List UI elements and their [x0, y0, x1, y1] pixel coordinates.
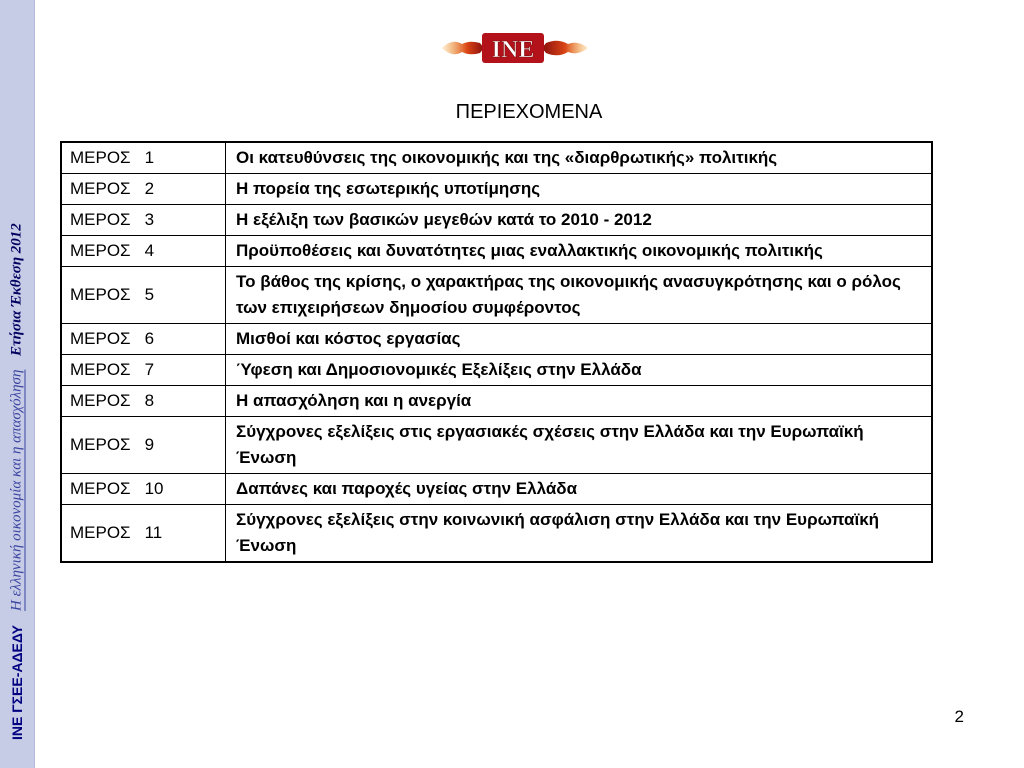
- logo-text: INE: [491, 37, 535, 63]
- part-title: Η πορεία της εσωτερικής υποτίμησης: [226, 174, 933, 205]
- part-number: 3: [144, 210, 155, 229]
- part-label: [61, 324, 226, 355]
- part-label: [61, 417, 226, 474]
- toc-row: [61, 324, 932, 355]
- part-word: ΜΕΡΟΣ: [70, 210, 131, 229]
- part-label: [61, 174, 226, 205]
- part-title: Σύγχρονες εξελίξεις στην κοινωνική ασφάλιση στην Ελλάδα και την Ευρωπαϊκή Ένωση: [226, 505, 933, 563]
- part-number: 10: [144, 479, 164, 498]
- part-word: ΜΕΡΟΣ: [70, 285, 131, 304]
- part-label: [61, 142, 226, 174]
- toc-row: [61, 505, 932, 563]
- part-title: Μισθοί και κόστος εργασίας: [226, 324, 933, 355]
- sidebar-organization: ΙΝΕ ΓΣΕΕ-ΑΔΕΔΥ: [9, 624, 25, 740]
- part-number: 5: [144, 285, 155, 304]
- part-number: 1: [144, 148, 155, 167]
- part-word: ΜΕΡΟΣ: [70, 479, 131, 498]
- part-label: [61, 236, 226, 267]
- part-word: ΜΕΡΟΣ: [70, 435, 131, 454]
- part-number: 6: [144, 329, 155, 348]
- part-number: 7: [144, 360, 155, 379]
- part-label: [61, 267, 226, 324]
- part-word: ΜΕΡΟΣ: [70, 148, 131, 167]
- part-label: [61, 386, 226, 417]
- part-word: ΜΕΡΟΣ: [70, 179, 131, 198]
- toc-row: [61, 417, 932, 474]
- toc-row: [61, 267, 932, 324]
- part-title: Οι κατευθύνσεις της οικονομικής και της «διαρθρωτικής» πολιτικής: [226, 142, 933, 174]
- part-label: [61, 355, 226, 386]
- part-word: ΜΕΡΟΣ: [70, 241, 131, 260]
- part-label: [61, 505, 226, 563]
- ine-logo: [440, 28, 590, 68]
- part-number: 9: [144, 435, 155, 454]
- part-title: Σύγχρονες εξελίξεις στις εργασιακές σχέσεις στην Ελλάδα και την Ευρωπαϊκή Ένωση: [226, 417, 933, 474]
- part-title: Ύφεση και Δημοσιονομικές Εξελίξεις στην Ελλάδα: [226, 355, 933, 386]
- part-title: Η εξέλιξη των βασικών μεγεθών κατά το 2010 - 2012: [226, 205, 933, 236]
- toc-row: [61, 236, 932, 267]
- page-number: 2: [954, 707, 964, 726]
- part-number: 4: [144, 241, 155, 260]
- part-title: Η απασχόληση και η ανεργία: [226, 386, 933, 417]
- part-number: 2: [144, 179, 155, 198]
- part-word: ΜΕΡΟΣ: [70, 360, 131, 379]
- part-number: 8: [144, 391, 155, 410]
- logo-flame-right: [542, 41, 588, 56]
- part-word: ΜΕΡΟΣ: [70, 523, 131, 542]
- part-title: Προϋποθέσεις και δυνατότητες μιας εναλλακτικής οικονομικής πολιτικής: [226, 236, 933, 267]
- part-title: Το βάθος της κρίσης, ο χαρακτήρας της οικονομικής ανασυγκρότησης και ο ρόλος των επιχειρήσεων δημοσίου συμφέροντος: [226, 267, 933, 324]
- logo-flame-left: [442, 42, 484, 55]
- toc-row: [61, 474, 932, 505]
- toc-row: [61, 205, 932, 236]
- part-label: [61, 474, 226, 505]
- page-title: ΠΕΡΙΕΧΟΜΕΝΑ: [455, 101, 603, 123]
- sidebar-report-title: Ετήσια Έκθεση 2012: [8, 222, 25, 356]
- contents-table: [60, 141, 933, 563]
- toc-row: [61, 355, 932, 386]
- sidebar-theme: Η ελληνική οικονομία και η απασχόληση: [8, 369, 25, 611]
- toc-row: [61, 174, 932, 205]
- part-title: Δαπάνες και παροχές υγείας στην Ελλάδα: [226, 474, 933, 505]
- toc-row: [61, 386, 932, 417]
- part-word: ΜΕΡΟΣ: [70, 391, 131, 410]
- part-word: ΜΕΡΟΣ: [70, 329, 131, 348]
- part-number: 11: [144, 523, 163, 542]
- toc-row: [61, 142, 932, 174]
- part-label: [61, 205, 226, 236]
